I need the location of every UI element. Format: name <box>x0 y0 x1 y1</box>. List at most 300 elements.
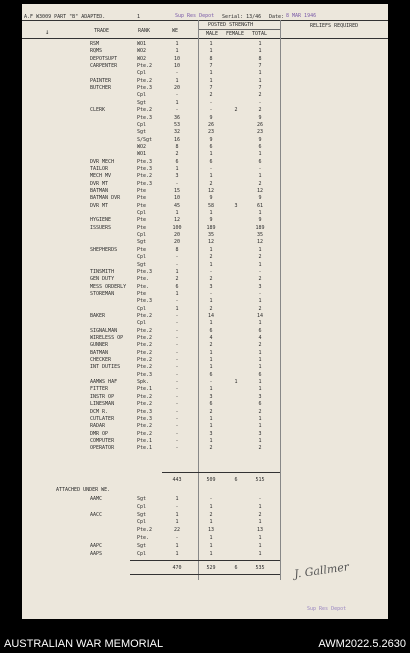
table-row <box>22 328 388 335</box>
rank-cell: Pte.3 <box>137 180 153 187</box>
total-cell: 1 <box>258 246 262 253</box>
male-cell: 1 <box>209 550 213 557</box>
male-cell: 1 <box>209 542 213 549</box>
ws-cell: - <box>175 371 179 378</box>
rank-cell: WO2 <box>137 48 147 55</box>
rank-cell: WO1 <box>137 41 147 47</box>
male-cell: 9 <box>209 195 213 202</box>
rank-cell: S/Sgt <box>137 136 153 143</box>
table-row <box>22 519 388 526</box>
ws-cell: 1 <box>175 305 179 312</box>
male-cell: 35 <box>207 232 215 239</box>
ws-cell: 20 <box>173 239 181 246</box>
rank-cell: Sgt <box>137 496 147 502</box>
total-cell: 2 <box>258 445 262 452</box>
total-cell: 2 <box>258 180 262 187</box>
table-row <box>22 41 388 48</box>
col-trade: TRADE <box>94 28 110 34</box>
male-cell: 189 <box>206 224 216 231</box>
trade-cell: RADAR <box>90 423 106 430</box>
total-cell: 61 <box>256 202 264 209</box>
rank-cell: Pte.3 <box>137 371 153 378</box>
table-row <box>22 416 388 423</box>
male-cell: 1 <box>209 320 213 327</box>
total-cell: 1 <box>258 550 262 557</box>
subtotal-ws: 443 <box>172 477 182 483</box>
ws-cell: - <box>175 92 179 99</box>
ws-cell: 53 <box>173 121 181 128</box>
total-cell: 1 <box>258 519 262 526</box>
trade-cell: BATMAN <box>90 188 109 194</box>
col-total: TOTAL <box>252 31 268 37</box>
table-row <box>22 313 388 320</box>
male-cell: 2 <box>209 180 213 187</box>
rank-cell: Pte.2 <box>137 357 153 364</box>
rank-cell: Cpl <box>137 70 147 77</box>
ws-cell: 1 <box>175 519 179 526</box>
male-cell: 7 <box>209 85 213 92</box>
total-cell: 2 <box>258 92 262 99</box>
total-cell: 7 <box>258 63 262 70</box>
table-row <box>22 166 388 173</box>
ws-cell: - <box>175 437 179 444</box>
rank-cell: Pte.2 <box>137 393 153 400</box>
ws-cell: - <box>175 70 179 77</box>
female-cell: 2 <box>234 107 238 114</box>
rank-cell: Cpl <box>137 320 147 327</box>
total-cell: 12 <box>256 188 264 194</box>
trade-cell: CARPENTER <box>90 63 118 70</box>
trade-cell: COMPUTER <box>90 437 115 444</box>
bottom-stamp: Sup Res Depot <box>307 606 347 612</box>
attached-heading: ATTACHED UNDER WE. <box>56 487 111 493</box>
total-cell: - <box>258 165 262 172</box>
male-cell: 2 <box>209 445 213 452</box>
total-cell: 1 <box>258 77 262 84</box>
rank-cell: Pte <box>137 195 147 202</box>
trade-cell: GUNNER <box>90 342 109 349</box>
ws-cell: 1 <box>175 77 179 84</box>
male-cell: 1 <box>209 364 213 371</box>
rank-cell: Pte.2 <box>137 423 153 430</box>
table-row <box>22 56 388 63</box>
header-rule-bottom <box>22 38 388 39</box>
total-cell: 7 <box>258 85 262 92</box>
ws-cell: 1 <box>175 210 179 217</box>
grand-total-rule-bottom <box>130 574 280 575</box>
total-cell: 1 <box>258 379 262 386</box>
total-cell: 1 <box>258 173 262 180</box>
ws-cell: 100 <box>172 224 182 231</box>
table-row <box>22 320 388 327</box>
ws-cell: - <box>175 320 179 327</box>
total-cell: 14 <box>256 312 264 319</box>
male-cell: 12 <box>207 188 215 194</box>
arrow-icon: ↓ <box>45 28 50 36</box>
rank-cell: Cpl <box>137 305 147 312</box>
male-cell: 13 <box>207 527 215 534</box>
ws-cell: - <box>175 401 179 408</box>
total-cell: 1 <box>258 423 262 430</box>
total-cell: 9 <box>258 195 262 202</box>
male-cell: 1 <box>209 349 213 356</box>
male-cell: 2 <box>209 408 213 415</box>
trade-cell: DVR MECH <box>90 158 115 165</box>
total-cell: 1 <box>258 437 262 444</box>
male-cell: 2 <box>209 305 213 312</box>
table-row <box>22 48 388 55</box>
total-cell: 6 <box>258 158 262 165</box>
total-cell: 2 <box>258 511 262 518</box>
rank-cell: Pte <box>137 290 147 297</box>
table-row <box>22 298 388 305</box>
rank-cell: Cpl <box>137 232 147 239</box>
grand-total-male: 529 <box>206 565 216 571</box>
rank-cell: Pte.1 <box>137 445 153 452</box>
grand-total-ws: 470 <box>172 565 182 571</box>
total-cell: 6 <box>258 371 262 378</box>
subtotal-total: 515 <box>255 477 265 483</box>
grand-total-rule-top <box>130 560 280 561</box>
trade-cell: CUTLATER <box>90 415 115 422</box>
male-cell: 2 <box>209 92 213 99</box>
male-cell: 1 <box>209 535 213 541</box>
male-cell: 6 <box>209 158 213 165</box>
table-row <box>22 247 388 254</box>
col-posted-strength: POSTED STRENGTH <box>208 22 254 28</box>
rank-cell: Sgt <box>137 239 147 246</box>
rank-cell: Pte.2 <box>137 63 153 70</box>
total-cell: 1 <box>258 70 262 77</box>
male-cell: 1 <box>209 298 213 305</box>
total-cell: 1 <box>258 357 262 364</box>
ws-cell: 1 <box>175 290 179 297</box>
male-cell: 1 <box>209 41 213 47</box>
trade-cell: DEPOTSUPT <box>90 55 118 62</box>
male-cell: 12 <box>207 239 215 246</box>
trade-cell: AAPC <box>90 542 103 549</box>
table-row <box>22 386 388 393</box>
total-cell: 8 <box>258 55 262 62</box>
table-row <box>22 122 388 129</box>
male-cell: 8 <box>209 55 213 62</box>
male-cell: 3 <box>209 430 213 437</box>
table-row <box>22 85 388 92</box>
trade-cell: MECH MV <box>90 173 112 180</box>
male-cell: - <box>209 496 213 502</box>
unit-stamp: Sup Res Depot <box>175 13 215 19</box>
rank-cell: WO2 <box>137 55 147 62</box>
col-ws: WE <box>172 28 179 34</box>
male-cell: - <box>209 268 213 275</box>
rank-cell: Pte.3 <box>137 268 153 275</box>
ws-cell: 10 <box>173 63 181 70</box>
ws-cell: 32 <box>173 129 181 136</box>
rank-cell: Pte <box>137 246 147 253</box>
trade-cell: DVR MT <box>90 202 109 209</box>
male-cell: 6 <box>209 327 213 334</box>
rank-cell: Pte.2 <box>137 342 153 349</box>
trade-cell: BATMAN DVR <box>90 195 121 202</box>
ws-cell: 20 <box>173 85 181 92</box>
total-cell: 3 <box>258 393 262 400</box>
female-cell: 3 <box>234 202 238 209</box>
grand-total-female: 6 <box>234 565 238 571</box>
rank-cell: Pte.3 <box>137 85 153 92</box>
col-reliefs: RELIEFS REQUIRED <box>310 23 359 29</box>
total-cell: 3 <box>258 283 262 290</box>
table-row <box>22 512 388 519</box>
rank-cell: Pte.3 <box>137 114 153 121</box>
ws-cell: 20 <box>173 232 181 239</box>
total-cell: 2 <box>258 254 262 261</box>
male-cell: 1 <box>209 261 213 268</box>
trade-cell: HYGIENE <box>90 217 112 224</box>
male-cell: 1 <box>209 415 213 422</box>
trade-cell: TINSMITH <box>90 268 115 275</box>
date-label: Date: <box>269 14 285 20</box>
total-cell: 2 <box>258 342 262 349</box>
trade-cell: ISSUERS <box>90 224 112 231</box>
ws-cell: - <box>175 312 179 319</box>
header-rule-mid <box>198 29 280 30</box>
table-row <box>22 239 388 246</box>
rank-cell: Cpl <box>137 210 147 217</box>
rank-cell: Cpl <box>137 254 147 261</box>
table-row <box>22 445 388 452</box>
trade-cell: INT DUTIES <box>90 364 121 371</box>
table-row <box>22 115 388 122</box>
col-male: MALE <box>206 31 219 37</box>
footer-archive-name: AUSTRALIAN WAR MEMORIAL <box>4 638 164 650</box>
table-row <box>22 438 388 445</box>
rank-cell: Cpl <box>137 550 147 557</box>
rank-cell: Pte.2 <box>137 107 153 114</box>
table-row <box>22 107 388 114</box>
table-row <box>22 137 388 144</box>
male-cell: 1 <box>209 423 213 430</box>
ws-cell: 1 <box>175 99 179 106</box>
table-row <box>22 431 388 438</box>
rank-cell: Cpl <box>137 92 147 99</box>
table-row <box>22 262 388 269</box>
rank-cell: Pte.2 <box>137 312 153 319</box>
total-cell: 1 <box>258 364 262 371</box>
male-cell: 2 <box>209 254 213 261</box>
table-row <box>22 195 388 202</box>
table-row <box>22 173 388 180</box>
rank-cell: Sgt <box>137 511 147 518</box>
trade-cell: CHECKER <box>90 357 112 364</box>
male-cell: 1 <box>209 70 213 77</box>
ws-cell: 1 <box>175 496 179 502</box>
trade-cell: BUTCHER <box>90 85 112 92</box>
ws-cell: - <box>175 393 179 400</box>
total-cell: 9 <box>258 217 262 224</box>
ws-cell: 12 <box>173 217 181 224</box>
male-cell: 1 <box>209 503 213 510</box>
table-row <box>22 254 388 261</box>
signature: J. Gallmer <box>293 560 350 581</box>
trade-cell: AAMWS HAF <box>90 379 118 386</box>
male-cell: 14 <box>207 312 215 319</box>
table-row <box>22 504 388 511</box>
ws-cell: 1 <box>175 511 179 518</box>
total-cell: - <box>258 99 262 106</box>
total-cell: 26 <box>256 121 264 128</box>
serial-number: Serial: 13/46 <box>222 14 262 20</box>
ws-cell: - <box>175 342 179 349</box>
table-row <box>22 203 388 210</box>
ws-cell: 3 <box>175 173 179 180</box>
ws-cell: 1 <box>175 268 179 275</box>
ws-cell: - <box>175 180 179 187</box>
sheet-number: 1 <box>137 14 141 20</box>
trade-cell: BAKER <box>90 312 106 319</box>
rank-cell: Pte.2 <box>137 349 153 356</box>
total-cell: - <box>258 268 262 275</box>
ws-cell: 8 <box>175 143 179 150</box>
rank-cell: Pte <box>137 224 147 231</box>
male-cell: - <box>209 290 213 297</box>
rank-cell: Pte.3 <box>137 158 153 165</box>
table-row <box>22 232 388 239</box>
ws-cell: 1 <box>175 41 179 47</box>
male-cell: 2 <box>209 511 213 518</box>
table-row <box>22 181 388 188</box>
total-cell: 9 <box>258 136 262 143</box>
rank-cell: WO2 <box>137 143 147 150</box>
grand-total-total: 535 <box>255 565 265 571</box>
trade-cell: MESS ORDERLY <box>90 283 127 290</box>
total-cell: 1 <box>258 261 262 268</box>
ws-cell: 36 <box>173 114 181 121</box>
male-cell: - <box>209 379 213 386</box>
footer-archive-ref: AWM2022.5.2630 <box>318 638 406 650</box>
table-row <box>22 527 388 534</box>
trade-cell: SHEPHERDS <box>90 246 118 253</box>
rank-cell: Sgt <box>137 261 147 268</box>
trade-cell: DMR OP <box>90 430 109 437</box>
subtotal-row <box>22 477 388 484</box>
ws-cell: 10 <box>173 195 181 202</box>
total-cell: 1 <box>258 151 262 158</box>
rank-cell: Sgt <box>137 99 147 106</box>
ws-cell: - <box>175 430 179 437</box>
rank-cell: Sgt <box>137 542 147 549</box>
rank-cell: Pte.3 <box>137 165 153 172</box>
table-row <box>22 357 388 364</box>
table-row <box>22 92 388 99</box>
date-stamp: 8 MAR 1946 <box>286 13 317 19</box>
trade-cell: INSTR OP <box>90 393 115 400</box>
rank-cell: Pte.3 <box>137 415 153 422</box>
table-row <box>22 210 388 217</box>
male-cell: - <box>209 107 213 114</box>
total-cell: 12 <box>256 239 264 246</box>
rank-cell: Sgt <box>137 129 147 136</box>
ws-cell: - <box>175 503 179 510</box>
table-row <box>22 144 388 151</box>
rank-cell: Cpl <box>137 121 147 128</box>
rank-cell: Pte.1 <box>137 386 153 393</box>
ws-cell: 2 <box>175 276 179 283</box>
table-row <box>22 78 388 85</box>
ws-cell: - <box>175 445 179 452</box>
total-cell: 2 <box>258 107 262 114</box>
trade-cell: OPERATOR <box>90 445 115 452</box>
male-cell: 23 <box>207 129 215 136</box>
total-cell: 1 <box>258 542 262 549</box>
ws-cell: 6 <box>175 158 179 165</box>
col-rank: RANK <box>138 28 151 34</box>
male-cell: 6 <box>209 401 213 408</box>
male-cell: - <box>209 99 213 106</box>
male-cell: 3 <box>209 393 213 400</box>
male-cell: 6 <box>209 371 213 378</box>
rank-cell: Pte.2 <box>137 335 153 341</box>
trade-cell: AAPS <box>90 550 103 557</box>
trade-cell: SIGNALMAN <box>90 327 118 334</box>
rank-cell: Pte.2 <box>137 364 153 371</box>
ws-cell: 1 <box>175 542 179 549</box>
document-sheet <box>22 4 388 619</box>
ws-cell: 1 <box>175 48 179 55</box>
ws-cell: - <box>175 535 179 541</box>
total-cell: 6 <box>258 401 262 408</box>
table-row <box>22 496 388 503</box>
male-cell: 4 <box>209 335 213 341</box>
total-cell: 2 <box>258 276 262 283</box>
total-cell: 1 <box>258 210 262 217</box>
male-cell: 9 <box>209 217 213 224</box>
ws-cell: 8 <box>175 246 179 253</box>
table-row <box>22 284 388 291</box>
ws-cell: - <box>175 379 179 386</box>
subtotal-male: 509 <box>206 477 216 483</box>
trade-cell: STOREMAN <box>90 290 115 297</box>
trade-cell: FITTER <box>90 386 109 393</box>
ws-cell: 10 <box>173 55 181 62</box>
male-cell: 1 <box>209 151 213 158</box>
total-cell: 6 <box>258 143 262 150</box>
ws-cell: - <box>175 261 179 268</box>
ws-cell: 1 <box>175 165 179 172</box>
ws-cell: - <box>175 415 179 422</box>
trade-cell: WIRELESS OP <box>90 335 124 341</box>
rank-cell: Pte. <box>137 535 150 541</box>
trade-cell: GEN DUTY <box>90 276 115 283</box>
ws-cell: - <box>175 349 179 356</box>
rank-cell: Cpl <box>137 503 147 510</box>
table-row <box>22 364 388 371</box>
ws-cell: 22 <box>173 527 181 534</box>
table-row <box>22 217 388 224</box>
trade-cell: AACC <box>90 511 103 518</box>
trade-cell: TAILOR <box>90 165 109 172</box>
table-row <box>22 350 388 357</box>
rank-cell: Spk. <box>137 379 150 386</box>
rank-cell: Pte.2 <box>137 401 153 408</box>
rank-cell: Pte <box>137 202 147 209</box>
table-row <box>22 379 388 386</box>
table-row <box>22 291 388 298</box>
trade-cell: DCM R. <box>90 408 109 415</box>
ws-cell: - <box>175 408 179 415</box>
table-row <box>22 100 388 107</box>
rank-cell: Pte.3 <box>137 408 153 415</box>
total-cell: 2 <box>258 305 262 312</box>
